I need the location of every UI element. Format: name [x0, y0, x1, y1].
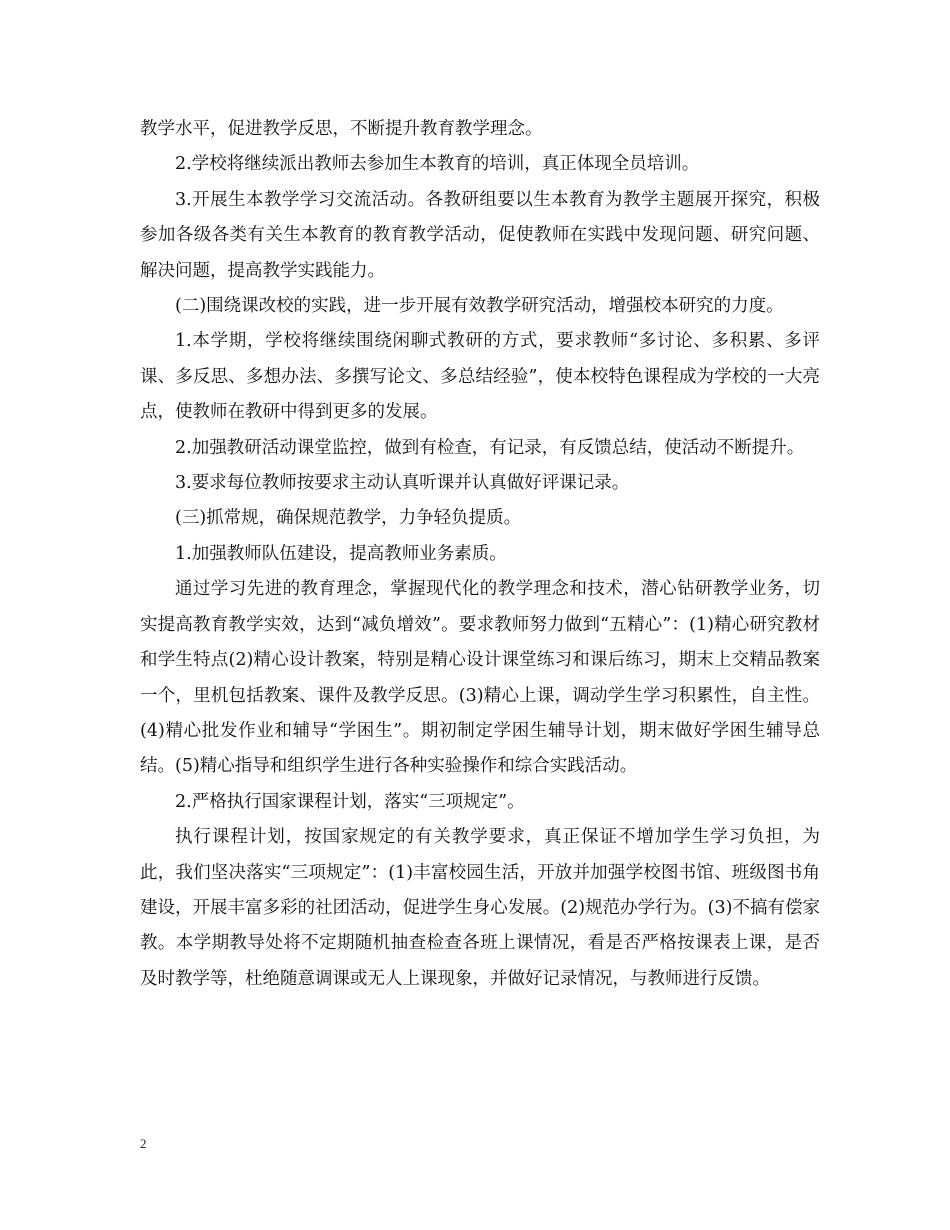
paragraph: 3.开展生本教学学习交流活动。各教研组要以生本教育为教学主题展开探究，积极参加各级各类有关生本教育的教育教学活动，促使教师在实践中发现问题、研究问题、解决问题，提高教学实践能力。: [140, 189, 820, 281]
section-heading: (三)抓常规，确保规范教学，力争轻负提质。: [175, 508, 522, 529]
paragraph: 2.严格执行国家课程计划，落实“三项规定”。: [175, 791, 525, 812]
paragraph: 1.本学期，学校将继续围绕闲聊式教研的方式，要求教师“多讨论、多积累、多评课、多反思、多想办法、多撰写论文、多总结经验”，使本校特色课程成为学校的一大亮点，使教师在教研中得到更多的发展。: [140, 331, 820, 423]
document-body: [140, 112, 820, 997]
page-number: 2: [140, 1136, 147, 1151]
section-heading: (二)围绕课改校的实践，进一步开展有效教学研究活动，增强校本研究的力度。: [175, 296, 784, 317]
paragraph: 2.学校将继续派出教师去参加生本教育的培训，真正体现全员培训。: [175, 154, 700, 175]
paragraph: 2.加强教研活动课堂监控，做到有检查，有记录，有反馈总结，使活动不断提升。: [175, 437, 805, 458]
paragraph: 执行课程计划，按国家规定的有关教学要求，真正保证不增加学生学习负担，为此，我们坚决落实“三项规定”：(1)丰富校园生活，开放并加强学校图书馆、班级图书角建设，开展丰富多彩的社团活动，促进学生身心发展。(2)规范办学行为。(3)不搞有偿家教。本学期教导处将不定期随机抽查检查各班上课情况，看是否严格按课表上课，是否及时教学等，杜绝随意调课或无人上课现象，并做好记录情况，与教师进行反馈。: [140, 827, 820, 989]
paragraph: 1.加强教师队伍建设，提高教师业务素质。: [175, 543, 507, 564]
paragraph: 教学水平，促进教学反思，不断提升教育教学理念。: [140, 119, 543, 139]
paragraph: 3.要求每位教师按要求主动认真听课并认真做好评课记录。: [175, 473, 630, 494]
paragraph: 通过学习先进的教育理念，掌握现代化的教学理念和技术，潜心钻研教学业务，切实提高教育教学实效，达到“减负增效”。要求教师努力做到“五精心”：(1)精心研究教材和学生特点(2)精心设计教案，特别是精心设计课堂练习和课后练习，期末上交精品教案一个，里机包括教案、课件及教学反思。(3)精心上课，调动学生学习积累性，自主性。(4)精心批发作业和辅导“学困生”。期初制定学困生辅导计划，期末做好学困生辅导总结。(5)精心指导和组织学生进行各种实验操作和综合实践活动。: [140, 579, 820, 777]
